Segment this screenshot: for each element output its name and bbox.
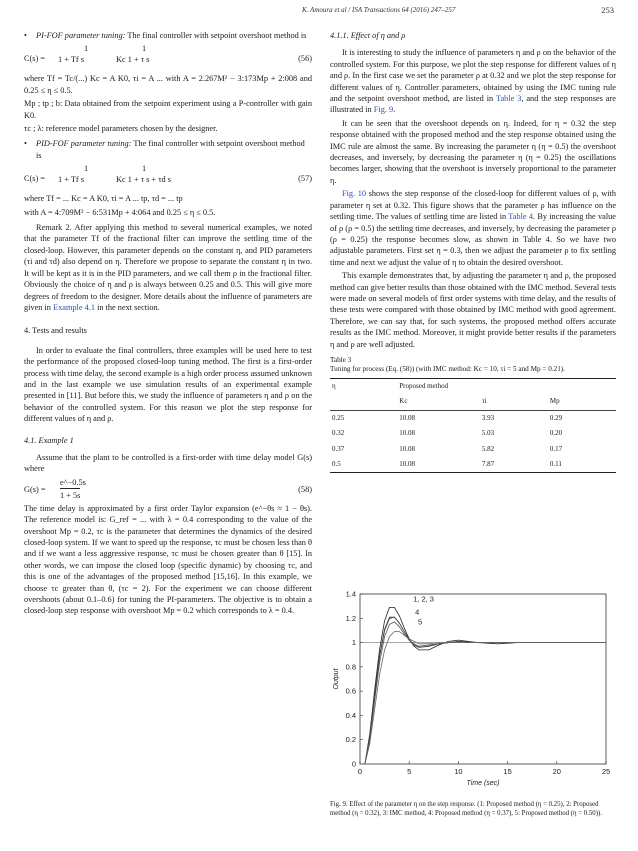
table-header-group: Proposed method: [399, 381, 449, 390]
eq57-lhs: C(s) =: [24, 174, 46, 184]
equation-56: [24, 43, 312, 73]
example-1-text: The time delay is approximated by a first order Taylor expansion (e^−θs ≈ 1 − θs). The reference model is: G_ref = ... with λ = 0.4 corresponding to the value of the overshoot Mp = 0.2, τc is the parameter that determines the dynamics of the desired closed-loop system. If we want to speed up the response, τc must be chosen less than θ and if we want a less aggressive response, τc must be chosen greater than θ [15]. In other words, we can impose the closed loop (specific dynamic) by choosing τc, and this is one of the advantages of the proposed method [15,16]. In this example, we choose τc greater than θ, (τc = 2). For the experiment we can choose different overshoots (about 0.1–0.6) for tuning the PI-parameters. The objective is to obtain a closed-loop step response with overshoot Mp = 0.2 which corresponds to λ = 0.4.: [24, 503, 312, 616]
subsubsection-heading: 4.1.1. Effect of η and ρ: [330, 31, 406, 40]
table-row: [330, 410, 616, 426]
table-cell: 0.32: [332, 429, 345, 438]
y-tick-label: 0.4: [345, 710, 356, 720]
remark-text: Remark 2. After applying this method to several numerical examples, we noted that the parameter Tf of the fractional filter can improve the settling time of the closed-loop. However, this parameter depends on the constant η, and PID parameters (τi and τd) also depend on η. Therefore we propose to separate the constant η in two. It will be kept as it is in the PID parameters, and we call them ρ in the fractional filter. Obviously the choice of η and ρ is always between 0.25 and 0.5. This will give more degrees of freedom to the designer. More details about the influence of parameters are given in: [24, 223, 312, 312]
bullet-text: The final controller with setpoint overshoot method is: [127, 31, 307, 40]
remark-2: [24, 222, 312, 313]
eq56-numerator-2: 1: [142, 44, 147, 54]
y-tick-label: 0.2: [345, 735, 356, 745]
fig-10-link[interactable]: Fig. 10: [342, 189, 367, 199]
table-cell: 10.08: [399, 413, 416, 422]
page-header: [0, 6, 638, 20]
table-cell: 0.20: [549, 429, 563, 438]
figure-9-caption: Fig. 9. Effect of the parameter η on the step response. (1: Proposed method (η = 0.25), 2: Proposed method (η = 0.32), 3: IMC method, 4: Proposed method (η = 0.37), 5: Proposed method (η = 0.50)).: [330, 801, 602, 817]
y-tick-label: 0.8: [345, 662, 356, 672]
annotation-label: 5: [418, 617, 423, 627]
fig-9-link[interactable]: Fig. 9: [373, 105, 394, 115]
x-tick-label: 10: [454, 767, 463, 776]
eq57-where: where Tf = ... Kc = A K0, τi = A ... tp, τd = ... tp: [24, 194, 183, 204]
paragraph-overshoot: It can be seen that the overshoot depends on η. Indeed, for η = 0.32 the step response obtained with the proposed method and the step response obtained using the IMC rule are almost the same. By increasing the parameter η (η = 0.5) the overshoot decreases, and inversely, by decreasing the parameter η (η = 0.25) the oscillations becomes larger, showing that the overshoot is inversely proportional to the parameter η.: [330, 118, 616, 185]
eq57-numerator-2: 1: [142, 164, 147, 174]
eq57-numerator-1: 1: [84, 164, 89, 174]
journal-running-head: K. Amoura et al / ISA Transactions 64 (2016) 247–257: [302, 6, 456, 14]
table-cell: 0.5: [332, 460, 341, 468]
paragraph-effect: It is interesting to study the influence of parameters η and ρ on the behavior of the controlled system. For this purpose, we plot the step response for different values of η and ρ. In the first case we set the parameter ρ at 0.32 and we plot the step response for different values of η. Controller parameters, obtained by using the IMC tuning rule and the setpoint overshoot method, are listed in Table 3, and the step responses are illustrated in Fig. 9.: [330, 48, 616, 115]
table-header-blank: [330, 394, 397, 410]
eq58-denominator: 1 + 5s: [60, 488, 80, 501]
left-column: [24, 26, 312, 619]
table-cell: 0.17: [549, 444, 563, 453]
bullet-pi-fof: [24, 30, 312, 41]
x-axis-label: Time (sec): [466, 780, 500, 787]
y-tick-label: 0.6: [345, 686, 356, 696]
table-header-kc: Kc: [399, 397, 408, 406]
annotation-label: 1, 2, 3: [413, 594, 434, 604]
eq57-with: with A = 4:709M² − 6:531Mp + 4:064 and 0.25 ≤ η ≤ 0.5.: [24, 207, 216, 217]
y-tick-label: 1: [351, 638, 356, 648]
table-row: [330, 442, 616, 457]
x-tick-label: 15: [503, 767, 512, 776]
table-cell: 10.08: [399, 444, 416, 453]
eq57-denominator: 1 + Tf s: [58, 175, 84, 185]
eq57-number: (57): [298, 174, 312, 184]
y-tick-label: 1.4: [345, 589, 356, 599]
eq58-numerator: e^−0.5s: [60, 477, 86, 487]
page-number: 253: [601, 5, 614, 15]
eq57-right: Kc 1 + τ s + τd s: [116, 175, 171, 185]
paragraph-mid: , and the step responses are illustrated in: [330, 94, 616, 115]
eq56-where: where Tf = Tc/(...) Kc = A K0, τi = A ... with A = 2.267M² − 3:173Mp + 2:008 and 0.25 ≤ η ≤ 0.5.: [24, 74, 312, 95]
annotation-label: 4: [415, 607, 420, 617]
table-row: [330, 426, 616, 441]
tc-definition: τc ; λ: reference model parameters chosen by the designer.: [24, 124, 218, 134]
table-cell: 5.82: [481, 444, 495, 453]
paragraph-conclusion: This example demonstrates that, by adjusting the parameter η and ρ, the proposed method can give better results than those obtained with the IMC method. Several tests were made on several models of first order systems with time delay, and the results of these tests were compared with those obtained by IMC method with good agreement. Therefore, we can say that, for such systems, the proposed method offers accurate results as the IMC method. Moreover, it might provide better results if the parameters η and ρ are well adjusted.: [330, 271, 616, 349]
table-cell: 0.37: [332, 444, 345, 453]
table-3-label: Table 3: [330, 355, 352, 364]
example-link[interactable]: Example 4.1: [53, 302, 95, 312]
table-row: [330, 457, 616, 473]
y-tick-label: 1.2: [345, 613, 356, 623]
table-cell: 0.29: [549, 413, 563, 422]
x-tick-label: 5: [407, 767, 412, 776]
bullet-text: The final controller with setpoint overshoot method is: [36, 139, 305, 160]
eq58-number: (58): [298, 484, 312, 494]
section-heading: 4. Tests and results: [24, 326, 87, 336]
y-tick-label: 0: [351, 759, 356, 769]
table-cell: 10.08: [399, 429, 416, 438]
x-tick-label: 20: [552, 767, 561, 776]
paragraph-text: shows the step response of the closed-loop for different values of ρ, with parameter η set at 0.32. This figure shows that the parameter ρ has influence on the settling time. The values of settling time are listed in: [330, 189, 617, 222]
table-header-eta: η: [332, 381, 336, 390]
remark-end: in the next section.: [97, 302, 160, 312]
bullet-title: PI-FOF parameter tuning:: [36, 31, 126, 40]
eq58-lhs: G(s) =: [24, 484, 46, 494]
bullet-dot: •: [24, 139, 27, 149]
table-4-link[interactable]: Table 4: [508, 212, 533, 222]
equation-57: [24, 163, 312, 193]
mp-definition: Mp ; tp ; b: Data obtained from the setpoint experiment using a P-controller with gain K0.: [24, 99, 312, 120]
y-axis-label: Output: [333, 668, 340, 690]
bullet-dot: •: [24, 31, 27, 40]
table-header-mp: Mp: [549, 397, 560, 406]
example-1-intro: Assume that the plant to be controlled is a first-order with time delay model G(s) where: [24, 452, 312, 474]
table-header-ti: τi: [481, 397, 487, 406]
table-cell: 3.93: [481, 413, 495, 422]
table-cell: 5.03: [481, 429, 495, 438]
paragraph-text: It is interesting to study the influence of parameters η and ρ on the behavior of the controlled system. For this purpose, we plot the step response for different values of η and ρ. In the first case we set the parameter ρ at 0.32 and we plot the step response for different values of η. Controller parameters, obtained by using the IMC tuning rule and the setpoint overshoot method, are listed in: [330, 48, 616, 104]
eq56-lhs: C(s) =: [24, 54, 46, 64]
bullet-pid-fof: [24, 138, 312, 161]
table-cell: 7.87: [481, 460, 495, 468]
eq56-right: Kc 1 + τ s: [116, 55, 150, 65]
table-cell: 10.08: [399, 460, 416, 468]
table-3-caption: Tuning for process (Eq. (58)) (with IMC method: Kc = 10, τi = 5 and Mp = 0.21).: [330, 365, 565, 374]
eq56-number: (56): [298, 54, 312, 64]
paragraph-end: . By increasing the value of ρ (ρ = 0.5) the settling time decreases, and inversely, by decreasing the parameter ρ (ρ = 0.25) the response becomes slow, as shown in Table 4. So we have two adjustable parameters. First set η = 0.3, then we adjust the parameter ρ to fix settling time and next we adjust the value of η to obtain the desired overshoot.: [330, 212, 616, 267]
figure-9-chart: [330, 586, 616, 791]
right-column: [330, 26, 616, 473]
section-4-text: In order to evaluate the final controllers, three examples will be used here to test the performance of the proposed closed-loop tuning method. The first is a first-order process with time delay, the second example is a high order process assumed unknown and in the last example we use simulation results of an experimental example presented in [11]. But before this, we study the influence of parameters η and ρ on the behavior of the controlled system. For this reason we plot the step response for different values of η and ρ.: [24, 345, 312, 424]
eq56-numerator-1: 1: [84, 44, 89, 54]
table-cell: 0.11: [549, 460, 562, 468]
table-3: [330, 378, 616, 473]
table-cell: 0.25: [332, 413, 345, 422]
equation-58: [24, 477, 312, 503]
table-3-link[interactable]: Table 3: [495, 94, 522, 104]
eq56-denominator: 1 + Tf s: [58, 55, 84, 65]
bullet-title: PID-FOF parameter tuning:: [36, 139, 132, 149]
x-tick-label: 0: [357, 767, 363, 776]
subsection-heading: 4.1. Example 1: [24, 435, 74, 445]
paragraph-settling: [330, 188, 616, 268]
x-tick-label: 25: [601, 767, 611, 776]
